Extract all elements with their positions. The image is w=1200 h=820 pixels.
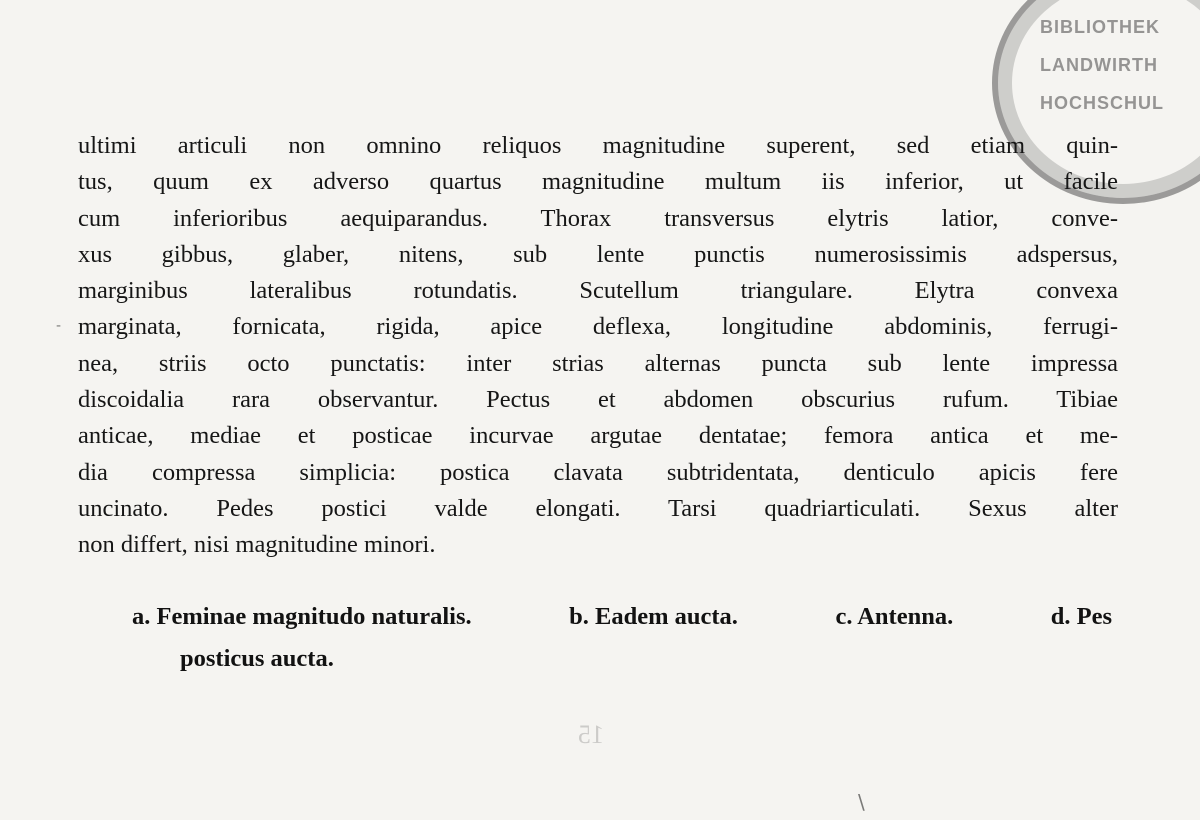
text-line: cum inferioribus aequiparandus. Thorax transversus elytris latior, conve- [78, 204, 1118, 232]
text-line: dia compressa simplicia: postica clavata subtridentata, denticulo apicis fere [78, 458, 1118, 486]
stamp-line-2: LANDWIRTH [1040, 55, 1158, 75]
stamp-line-3: HOCHSCHUL [1040, 93, 1164, 113]
stray-dash: - [56, 318, 62, 334]
body-paragraph [78, 128, 1118, 564]
text-line: non differt, nisi magnitudine minori. [78, 531, 436, 559]
caption-item-d: d. Pes [1050, 603, 1112, 630]
text-line: marginata, fornicata, rigida, apice deflexa, longitudine abdominis, ferrugi- [78, 313, 1118, 341]
text-line: nea, striis octo punctatis: inter strias alternas puncta sub lente impressa [78, 349, 1118, 377]
caption-item-d-continued: posticus aucta. [180, 645, 334, 672]
stray-mark: \ [858, 790, 865, 814]
text-line: discoidalia rara observantur. Pectus et abdomen obscurius rufum. Tibiae [78, 386, 1118, 414]
page-number: 15 [578, 720, 604, 749]
caption-item-a: a. Feminae magnitudo naturalis. [132, 603, 472, 630]
text-line: marginibus lateralibus rotundatis. Scutellum triangulare. Elytra convexa [78, 277, 1118, 305]
figure-caption [132, 596, 1112, 680]
stamp-line-1: BIBLIOTHEK [1040, 17, 1160, 37]
caption-item-c: c. Antenna. [835, 603, 954, 630]
text-line: xus gibbus, glaber, nitens, sub lente punctis numerosissimis adspersus, [78, 240, 1118, 268]
text-line: uncinato. Pedes postici valde elongati. Tarsi quadriarticulati. Sexus alter [78, 494, 1118, 522]
text-line: anticae, mediae et posticae incurvae argutae dentatae; femora antica et me- [78, 422, 1118, 450]
text-line: ultimi articuli non omnino reliquos magnitudine superent, sed etiam quin- [78, 132, 1118, 159]
caption-item-b: b. Eadem aucta. [569, 603, 738, 630]
text-line: tus, quum ex adverso quartus magnitudine multum iis inferior, ut facile [78, 168, 1118, 196]
